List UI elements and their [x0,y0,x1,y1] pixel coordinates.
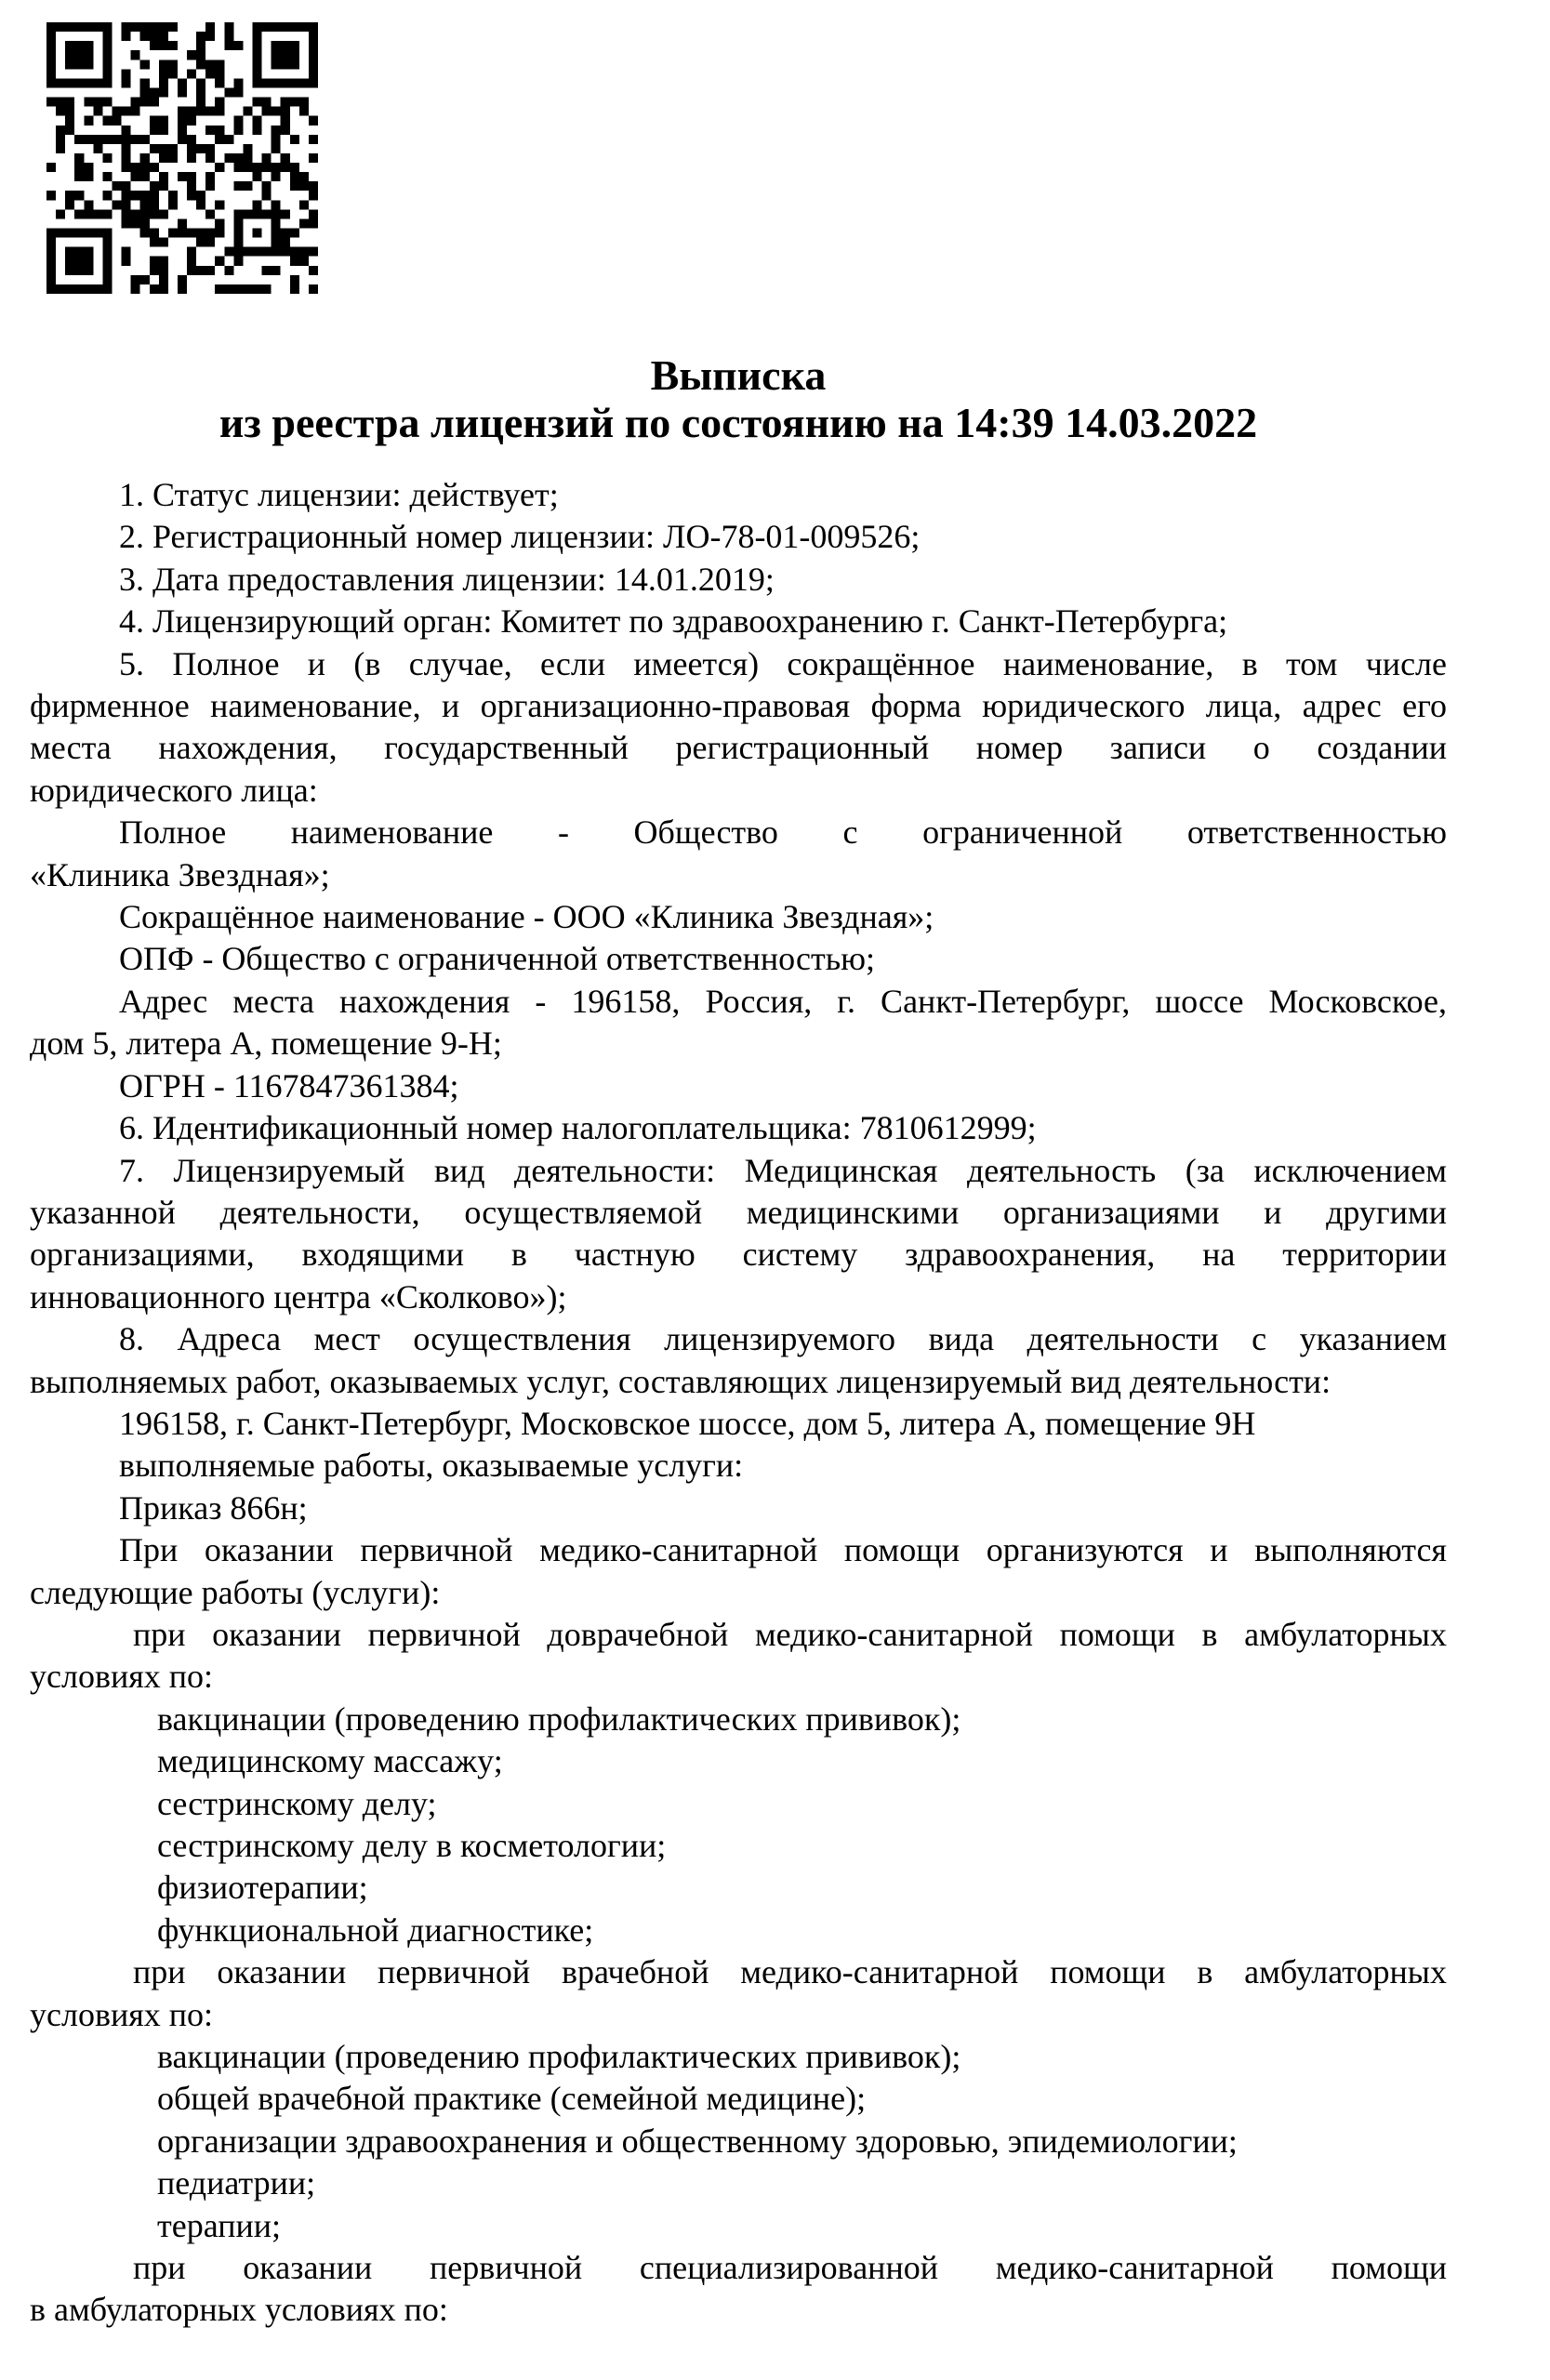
paragraph [30,601,1447,642]
paragraph-line: выполняемых работ, оказываемых услуг, составляющих лицензируемый вид деятельности: [30,1362,1331,1400]
paragraph-line: вакцинации (проведению профилактических прививок); [157,1699,961,1738]
paragraph [30,1065,1447,1107]
paragraph-line: при оказании первичной доврачебной медико-санитарной помощи в амбулаторных [133,1615,1447,1653]
paragraph-line: При оказании первичной медико-санитарной помощи организуются и выполняются [119,1531,1447,1569]
paragraph-line: выполняемые работы, оказываемые услуги: [119,1447,744,1485]
paragraph-line: 6. Идентификационный номер налогоплательщика: 7810612999; [119,1109,1037,1147]
document-body [30,474,1447,2332]
paragraph-line: условиях по: [30,1995,214,2033]
paragraph [30,559,1447,601]
paragraph [30,2247,1447,2332]
paragraph-line: Адрес места нахождения - 196158, Россия, г. Санкт-Петербург, шоссе Московское, [119,982,1447,1020]
paragraph [30,1867,1447,1909]
paragraph-line: юридического лица: [30,771,318,809]
paragraph-line: 7. Лицензируемый вид деятельности: Медицинская деятельность (за исключением [119,1151,1447,1189]
paragraph-line: 3. Дата предоставления лицензии: 14.01.2019; [119,560,775,598]
paragraph [30,812,1447,896]
paragraph [30,1910,1447,1951]
paragraph [30,896,1447,938]
paragraph [30,1614,1447,1699]
paragraph [30,938,1447,980]
paragraph-line: места нахождения, государственный регистрационный номер записи о создании [30,729,1447,767]
paragraph-line: указанной деятельности, осуществляемой медицинскими организациями и другими [30,1193,1447,1231]
paragraph-line: терапии; [157,2206,282,2244]
document-subtitle: из реестра лицензий по состоянию на 14:39 14.03.2022 [219,399,1258,446]
paragraph-line: ОПФ - Общество с ограниченной ответственностью; [119,940,876,978]
paragraph-line: следующие работы (услуги): [30,1573,441,1611]
paragraph-line: Полное наименование - Общество с ограниченной ответственностью [119,813,1447,852]
paragraph [30,1783,1447,1825]
paragraph [30,2205,1447,2247]
paragraph-line: при оказании первичной специализированной медико-санитарной помощи [133,2249,1447,2287]
paragraph-line: при оказании первичной врачебной медико-санитарной помощи в амбулаторных [133,1953,1447,1991]
paragraph-line: Сокращённое наименование - ООО «Клиника Звездная»; [119,898,934,936]
paragraph [30,1403,1447,1445]
paragraph-line: 5. Полное и (в случае, если имеется) сокращённое наименование, в том числе [119,644,1447,682]
paragraph [30,1951,1447,2036]
paragraph [30,1529,1447,1614]
paragraph [30,1740,1447,1782]
paragraph-line: в амбулаторных условиях по: [30,2291,448,2329]
paragraph-line: сестринскому делу в косметологии; [157,1827,667,1864]
paragraph [30,1488,1447,1529]
paragraph [30,474,1447,516]
paragraph-line: 196158, г. Санкт-Петербург, Московское шоссе, дом 5, литера А, помещение 9Н [119,1404,1256,1442]
paragraph-line: медицинскому массажу; [157,1742,503,1780]
paragraph [30,2078,1447,2120]
paragraph-line: педиатрии; [157,2164,316,2202]
paragraph-line: функциональной диагностике; [157,1911,594,1949]
paragraph [30,1445,1447,1487]
paragraph-line: физиотерапии; [157,1869,368,1907]
paragraph [30,2036,1447,2078]
paragraph-line: дом 5, литера А, помещение 9-Н; [30,1025,502,1063]
paragraph-line: организациями, входящими в частную систему здравоохранения, на территории [30,1236,1447,1274]
paragraph-line: ОГРН - 1167847361384; [119,1066,459,1104]
document-title: Выписка [650,351,827,399]
paragraph-line: фирменное наименование, и организационно-правовая форма юридического лица, адрес его [30,687,1447,725]
paragraph [30,2121,1447,2162]
paragraph-line: 8. Адреса мест осуществления лицензируемого вида деятельности с указанием [119,1320,1447,1358]
document-content [30,0,1447,2332]
paragraph-line: инновационного центра «Сколково»); [30,1277,567,1316]
paragraph [30,643,1447,813]
paragraph-line: общей врачебной практике (семейной медицине); [157,2080,867,2118]
paragraph-line: Приказ 866н; [119,1488,308,1527]
paragraph [30,516,1447,558]
document-title-block [30,0,1447,446]
paragraph-line: сестринскому делу; [157,1784,437,1822]
paragraph [30,1699,1447,1740]
paragraph [30,1107,1447,1149]
paragraph-line: 4. Лицензирующий орган: Комитет по здравоохранению г. Санкт-Петербурга; [119,602,1228,641]
paragraph [30,1318,1447,1403]
paragraph [30,1825,1447,1867]
paragraph [30,2162,1447,2204]
paragraph [30,981,1447,1065]
paragraph-line: 1. Статус лицензии: действует; [119,476,559,513]
paragraph-line: условиях по: [30,1658,214,1696]
paragraph-line: вакцинации (проведению профилактических прививок); [157,2038,961,2076]
paragraph-line: «Клиника Звездная»; [30,855,330,893]
paragraph [30,1150,1447,1319]
paragraph-line: организации здравоохранения и общественному здоровью, эпидемиологии; [157,2122,1238,2160]
paragraph-line: 2. Регистрационный номер лицензии: ЛО-78-01-009526; [119,518,921,556]
